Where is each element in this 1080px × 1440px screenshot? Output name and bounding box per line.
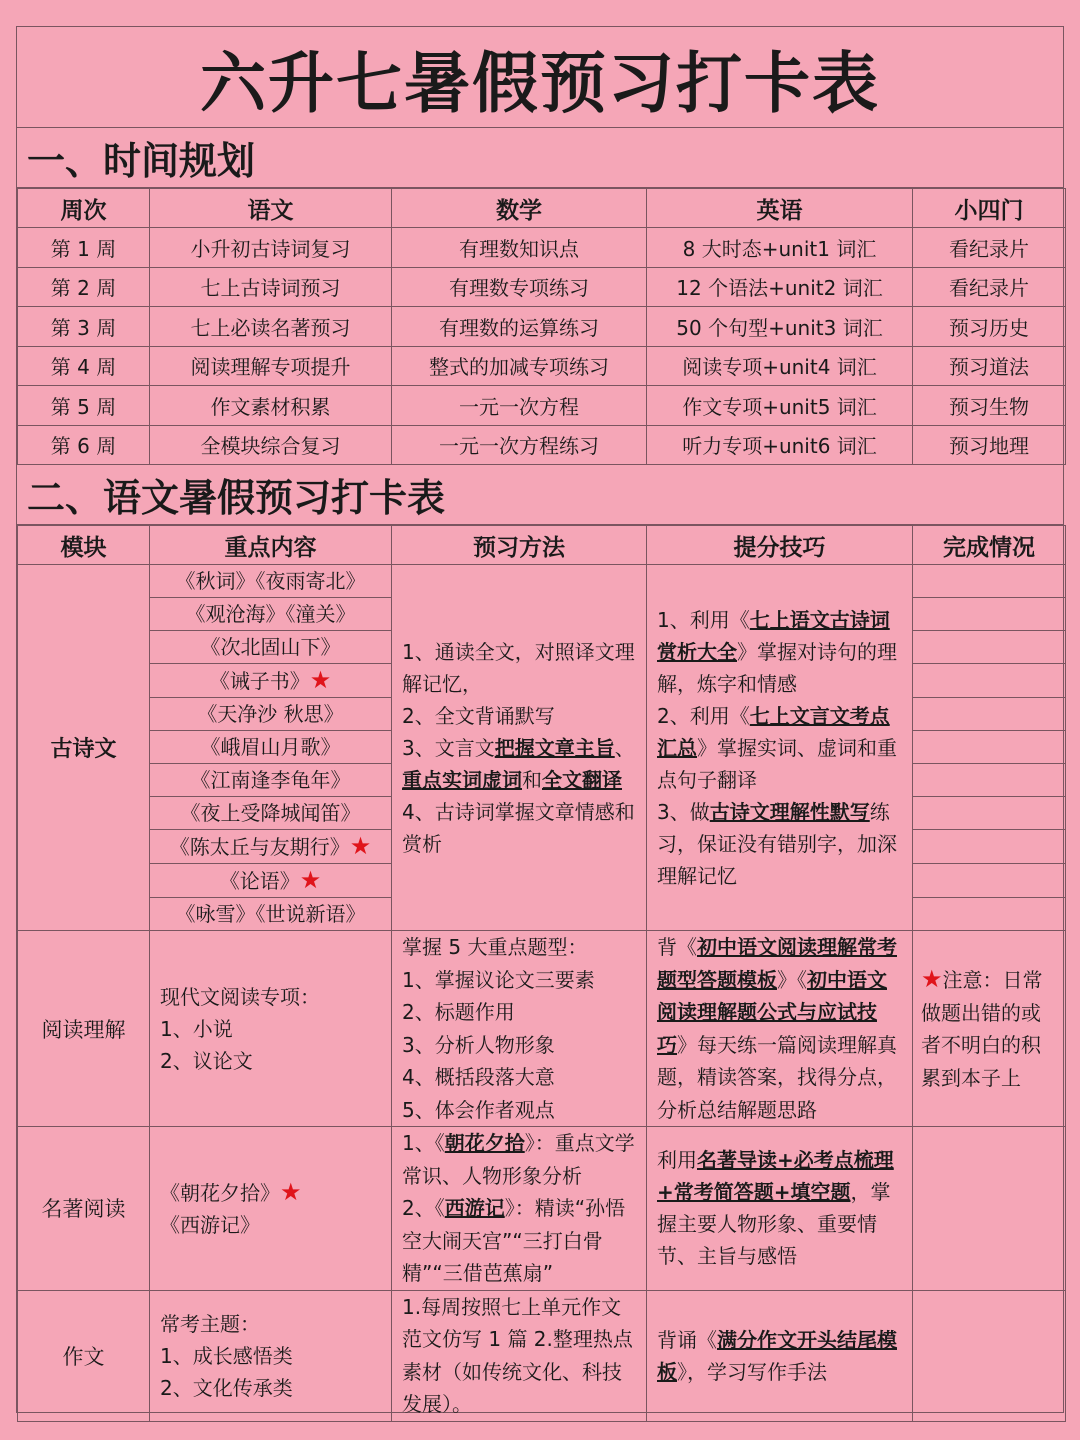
tips-text: 》掌握实词、虚词和重点句子翻译 bbox=[657, 735, 897, 792]
essay-tips bbox=[647, 1290, 913, 1421]
header-key-content: 重点内容 bbox=[150, 526, 392, 565]
section-time-plan-heading: 一、时间规划 bbox=[17, 128, 1063, 188]
poetry-row bbox=[18, 565, 1066, 598]
method-text: 2、《 bbox=[402, 1196, 445, 1220]
completion-cell[interactable] bbox=[913, 764, 1066, 797]
reading-method bbox=[392, 931, 647, 1127]
tips-text: 》《 bbox=[777, 967, 807, 992]
classics-row bbox=[18, 1127, 1066, 1291]
chinese-cell: 全模块综合复习 bbox=[150, 425, 392, 465]
method-line: 2、全文背诵默写 bbox=[402, 703, 555, 728]
method-line: 4、古诗词掌握文章情感和赏析 bbox=[402, 799, 635, 856]
minor-cell: 预习历史 bbox=[913, 307, 1066, 347]
content-title: 现代文阅读专项： bbox=[160, 984, 320, 1009]
completion-cell[interactable] bbox=[913, 797, 1066, 830]
poem-item: 《江南逢李龟年》 bbox=[150, 764, 392, 797]
module-poetry: 古诗文 bbox=[18, 565, 150, 931]
module-classics: 名著阅读 bbox=[18, 1127, 150, 1291]
tips-highlight: 初中语文阅读理解题公式与应试技巧 bbox=[657, 967, 887, 1057]
tips-text: 利用 bbox=[657, 1148, 697, 1173]
tips-highlight: 满分作文开头结尾模板 bbox=[657, 1327, 897, 1384]
poem-item: 《夜上受降城闻笛》 bbox=[150, 797, 392, 830]
method-text: 1、《 bbox=[402, 1131, 445, 1155]
header-chinese: 语文 bbox=[150, 189, 392, 228]
english-cell: 50 个句型+unit3 词汇 bbox=[647, 307, 913, 347]
essay-row bbox=[18, 1290, 1066, 1421]
math-cell: 一元一次方程 bbox=[392, 386, 647, 426]
tips-text: 2、利用《 bbox=[657, 703, 750, 728]
poem-title: 《论语》 bbox=[219, 869, 300, 893]
table-row bbox=[18, 386, 1066, 426]
week-cell: 第 4 周 bbox=[18, 346, 150, 386]
method-item: 3、分析人物形象 bbox=[402, 1032, 555, 1057]
reading-tips bbox=[647, 931, 913, 1127]
poem-item: 《峨眉山月歌》 bbox=[150, 731, 392, 764]
minor-cell: 看纪录片 bbox=[913, 228, 1066, 268]
poem-item: 《咏雪》《世说新语》 bbox=[150, 898, 392, 931]
method-text: 》：重点文学常识、人物形象分析 bbox=[402, 1131, 635, 1188]
chinese-cell: 作文素材积累 bbox=[150, 386, 392, 426]
section-chinese-plan-heading: 二、语文暑假预习打卡表 bbox=[17, 465, 1063, 525]
tips-highlight: 名著导读+必考点梳理+常考简答题+填空题 bbox=[657, 1148, 894, 1205]
method-item: 1、掌握议论文三要素 bbox=[402, 967, 595, 992]
completion-cell[interactable] bbox=[913, 864, 1066, 898]
header-english: 英语 bbox=[647, 189, 913, 228]
method-title: 掌握 5 大重点题型： bbox=[402, 935, 588, 959]
star-icon: ★ bbox=[299, 866, 322, 894]
math-cell: 一元一次方程练习 bbox=[392, 425, 647, 465]
poem-item: 《秋词》《夜雨寄北》 bbox=[150, 565, 392, 598]
week-cell: 第 5 周 bbox=[18, 386, 150, 426]
poem-item: 《次北固山下》 bbox=[150, 631, 392, 664]
math-cell: 有理数专项练习 bbox=[392, 267, 647, 307]
note-text: 注意：日常做题出错的或者不明白的积累到本子上 bbox=[921, 968, 1043, 1090]
book-title: 《朝花夕拾》 bbox=[160, 1180, 280, 1205]
math-cell: 有理数知识点 bbox=[392, 228, 647, 268]
poetry-tips bbox=[647, 565, 913, 931]
method-highlight: 西游记 bbox=[444, 1196, 505, 1220]
reading-row bbox=[18, 931, 1066, 1127]
tips-text: 》，学习写作手法 bbox=[677, 1359, 827, 1384]
method-item: 4、概括段落大意 bbox=[402, 1065, 555, 1089]
content-title: 常考主题： bbox=[160, 1311, 260, 1336]
chinese-cell: 七上古诗词预习 bbox=[150, 267, 392, 307]
header-completion: 完成情况 bbox=[913, 526, 1066, 565]
chinese-cell: 小升初古诗词复习 bbox=[150, 228, 392, 268]
table-row bbox=[18, 267, 1066, 307]
completion-cell[interactable] bbox=[913, 1127, 1066, 1291]
content-item: 2、文化传承类 bbox=[160, 1375, 293, 1400]
table-row bbox=[18, 346, 1066, 386]
method-highlight: 把握文章主旨 bbox=[494, 735, 615, 760]
poem-title: 《诫子书》 bbox=[209, 669, 310, 693]
method-highlight: 朝花夕拾 bbox=[444, 1131, 525, 1155]
tips-highlight: 七上文言文考点汇总 bbox=[657, 703, 890, 760]
poem-item bbox=[150, 830, 392, 864]
chinese-cell: 七上必读名著预习 bbox=[150, 307, 392, 347]
table-row bbox=[18, 228, 1066, 268]
minor-cell: 看纪录片 bbox=[913, 267, 1066, 307]
header-method: 预习方法 bbox=[392, 526, 647, 565]
completion-cell[interactable] bbox=[913, 565, 1066, 598]
table-header-row bbox=[18, 526, 1066, 565]
star-icon: ★ bbox=[349, 832, 372, 860]
module-essay: 作文 bbox=[18, 1290, 150, 1421]
reading-note bbox=[913, 931, 1066, 1127]
time-plan-table bbox=[17, 188, 1066, 465]
poem-item bbox=[150, 864, 392, 898]
essay-method: 1.每周按照七上单元作文范文仿写 1 篇 2.整理热点素材（如传统文化、科技发展）。 bbox=[392, 1290, 647, 1421]
week-cell: 第 6 周 bbox=[18, 425, 150, 465]
tips-text: ，掌握主要人物形象、重要情节、主旨与感悟 bbox=[657, 1180, 891, 1269]
week-cell: 第 2 周 bbox=[18, 267, 150, 307]
table-row bbox=[18, 307, 1066, 347]
star-icon: ★ bbox=[309, 666, 332, 694]
tips-highlight: 七上语文古诗词赏析大全 bbox=[657, 607, 890, 664]
method-line: 1、通读全文，对照译文理解记忆， bbox=[402, 639, 635, 696]
english-cell: 作文专项+unit5 词汇 bbox=[647, 386, 913, 426]
method-text: 》：精读“孙悟空大闹天宫”“三打白骨精”“三借芭蕉扇” bbox=[402, 1196, 626, 1285]
tips-text: 背《 bbox=[657, 935, 697, 959]
content-item: 2、议论文 bbox=[160, 1048, 253, 1073]
english-cell: 12 个语法+unit2 词汇 bbox=[647, 267, 913, 307]
classics-method bbox=[392, 1127, 647, 1291]
table-row bbox=[18, 425, 1066, 465]
header-minor-subjects: 小四门 bbox=[913, 189, 1066, 228]
tips-text: 练习，保证没有错别字，加深理解记忆 bbox=[657, 799, 897, 888]
reading-content bbox=[150, 931, 392, 1127]
chinese-plan-table bbox=[17, 525, 1066, 1422]
method-item: 2、标题作用 bbox=[402, 1000, 515, 1024]
content-item: 1、小说 bbox=[160, 1016, 233, 1041]
english-cell: 阅读专项+unit4 词汇 bbox=[647, 346, 913, 386]
header-tips: 提分技巧 bbox=[647, 526, 913, 565]
english-cell: 听力专项+unit6 词汇 bbox=[647, 425, 913, 465]
check-in-sheet bbox=[16, 26, 1064, 1416]
completion-cell[interactable] bbox=[913, 598, 1066, 631]
module-reading: 阅读理解 bbox=[18, 931, 150, 1127]
poem-title: 《陈太丘与友期行》 bbox=[169, 835, 350, 859]
completion-cell[interactable] bbox=[913, 631, 1066, 664]
poetry-method bbox=[392, 565, 647, 931]
tips-text: 1、利用《 bbox=[657, 607, 750, 632]
poem-item: 《天净沙 秋思》 bbox=[150, 698, 392, 731]
header-module: 模块 bbox=[18, 526, 150, 565]
completion-cell[interactable] bbox=[913, 1290, 1066, 1421]
method-text: 和 bbox=[522, 767, 542, 792]
method-highlight: 全文翻译 bbox=[542, 767, 622, 792]
tips-highlight: 古诗文理解性默写 bbox=[709, 799, 870, 824]
math-cell: 整式的加减专项练习 bbox=[392, 346, 647, 386]
star-icon: ★ bbox=[280, 1177, 302, 1206]
header-math: 数学 bbox=[392, 189, 647, 228]
poem-item: 《观沧海》《潼关》 bbox=[150, 598, 392, 631]
completion-cell[interactable] bbox=[913, 698, 1066, 731]
header-week: 周次 bbox=[18, 189, 150, 228]
method-text: 、 bbox=[614, 735, 635, 760]
minor-cell: 预习道法 bbox=[913, 346, 1066, 386]
tips-text: 》每天练一篇阅读理解真题，精读答案，找得分点，分析总结解题思路 bbox=[657, 1032, 897, 1122]
completion-cell[interactable] bbox=[913, 830, 1066, 864]
method-item: 5、体会作者观点 bbox=[402, 1097, 555, 1122]
poem-item bbox=[150, 664, 392, 698]
week-cell: 第 1 周 bbox=[18, 228, 150, 268]
table-header-row bbox=[18, 189, 1066, 228]
content-item: 1、成长感悟类 bbox=[160, 1343, 293, 1368]
tips-text: 》掌握对诗句的理解，炼字和情感 bbox=[657, 639, 897, 696]
classics-tips bbox=[647, 1127, 913, 1291]
classics-content bbox=[150, 1127, 392, 1291]
method-highlight: 重点实词虚词 bbox=[402, 767, 522, 792]
tips-highlight: 初中语文阅读理解常考题型答题模板 bbox=[657, 935, 897, 992]
tips-text: 背诵《 bbox=[657, 1327, 717, 1352]
book-title: 《西游记》 bbox=[160, 1212, 260, 1237]
math-cell: 有理数的运算练习 bbox=[392, 307, 647, 347]
completion-cell[interactable] bbox=[913, 664, 1066, 698]
english-cell: 8 大时态+unit1 词汇 bbox=[647, 228, 913, 268]
completion-cell[interactable] bbox=[913, 731, 1066, 764]
week-cell: 第 3 周 bbox=[18, 307, 150, 347]
completion-cell[interactable] bbox=[913, 898, 1066, 931]
chinese-cell: 阅读理解专项提升 bbox=[150, 346, 392, 386]
page-title: 六升七暑假预习打卡表 bbox=[17, 27, 1063, 128]
minor-cell: 预习地理 bbox=[913, 425, 1066, 465]
star-icon: ★ bbox=[921, 965, 943, 993]
minor-cell: 预习生物 bbox=[913, 386, 1066, 426]
tips-text: 3、做 bbox=[657, 799, 710, 824]
essay-content bbox=[150, 1290, 392, 1421]
method-line: 3、文言文 bbox=[402, 735, 495, 760]
